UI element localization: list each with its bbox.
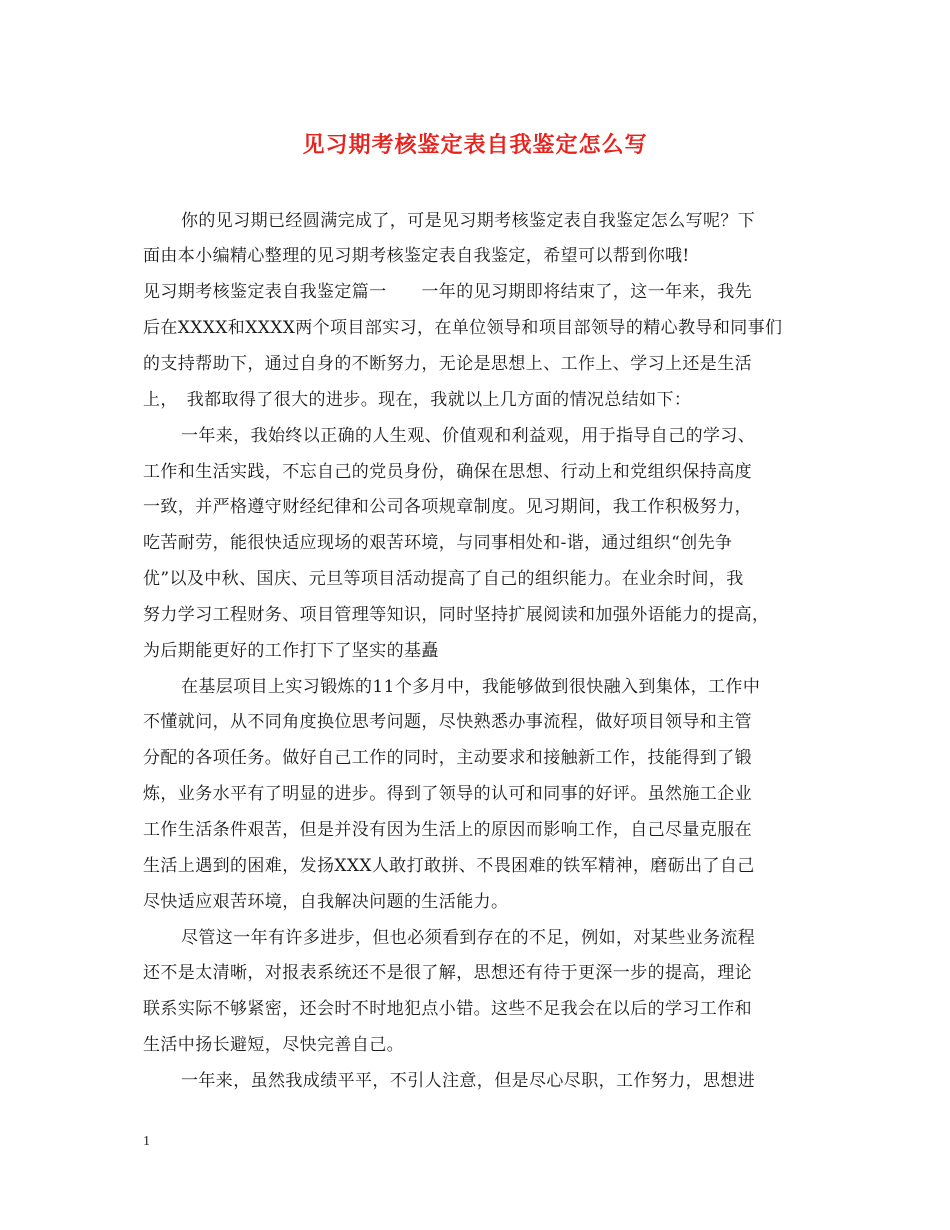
text-line: 不懂就问，从不同角度换位思考问题，尽快熟悉办事流程，做好项目领导和主管 bbox=[143, 712, 752, 732]
text-line: 联系实际不够紧密，还会时不时地犯点小错。这些不足我会在以后的学习工作和 bbox=[143, 999, 752, 1019]
text-line: 后在XXXX和XXXX两个项目部实习，在单位领导和项目部领导的精心教导和同事们 bbox=[143, 318, 783, 338]
text-line: 工作生活条件艰苦，但是并没有因为生活上的原因而影响工作，自己尽量克服在 bbox=[143, 820, 752, 840]
text-line: 你的见习期已经圆满完成了，可是见习期考核鉴定表自我鉴定怎么写呢？下 bbox=[181, 211, 756, 231]
page-number: 1 bbox=[143, 1134, 150, 1149]
text-line: 优”以及中秋、国庆、元旦等项目活动提高了自己的组织能力。在业余时间，我 bbox=[143, 569, 744, 589]
text-line: 在基层项目上实习锻炼的11个多月中，我能够做到很快融入到集体，工作中 bbox=[181, 677, 761, 697]
text-line: 一年来，我始终以正确的人生观、价值观和利益观，用于指导自己的学习、 bbox=[181, 426, 756, 446]
text-line: 生活上遇到的困难，发扬XXX人敢打敢拼、不畏困难的铁军精神，磨砺出了自己 bbox=[143, 856, 755, 876]
text-line: 还不是太清晰，对报表系统还不是很了解，思想还有待于更深一步的提高，理论 bbox=[143, 963, 752, 983]
text-line: 炼，业务水平有了明显的进步。得到了领导的认可和同事的好评。虽然施工企业 bbox=[143, 784, 752, 804]
text-line: 一年来，虽然我成绩平平，不引人注意，但是尽心尽职，工作努力，思想进 bbox=[181, 1071, 756, 1091]
text-line: 吃苦耐劳，能很快适应现场的艰苦环境，与同事相处和-谐，通过组织“创先争 bbox=[143, 533, 733, 553]
text-line: 尽快适应艰苦环境，自我解决问题的生活能力。 bbox=[143, 892, 509, 912]
document-title: 见习期考核鉴定表自我鉴定怎么写 bbox=[302, 132, 648, 158]
text-line: 为后期能更好的工作打下了坚实的基矗 bbox=[143, 641, 439, 661]
text-line: 面由本小编精心整理的见习期考核鉴定表自我鉴定，希望可以帮到你哦! bbox=[143, 246, 690, 266]
text-line: 生活中扬长避短，尽快完善自己。 bbox=[143, 1035, 404, 1055]
text-line: 努力学习工程财务、项目管理等知识，同时坚持扩展阅读和加强外语能力的提高， bbox=[143, 605, 770, 625]
text-line: 工作和生活实践，不忘自己的党员身份，确保在思想、行动上和党组织保持高度 bbox=[143, 462, 752, 482]
text-line: 尽管这一年有许多进步，但也必须看到存在的不足，例如，对某些业务流程 bbox=[181, 928, 756, 948]
text-line: 见习期考核鉴定表自我鉴定篇一 一年的见习期即将结束了，这一年来，我先 bbox=[143, 282, 752, 302]
text-line: 的支持帮助下，通过自身的不断努力，无论是思想上、工作上、学习上还是生活 bbox=[143, 354, 752, 374]
text-line: 分配的各项任务。做好自己工作的同时，主动要求和接触新工作，技能得到了锻 bbox=[143, 748, 752, 768]
text-line: 一致，并严格遵守财经纪律和公司各项规章制度。见习期间，我工作积极努力， bbox=[143, 497, 752, 517]
text-line: 上， 我都取得了很大的进步。现在，我就以上几方面的情况总结如下： bbox=[143, 390, 692, 410]
